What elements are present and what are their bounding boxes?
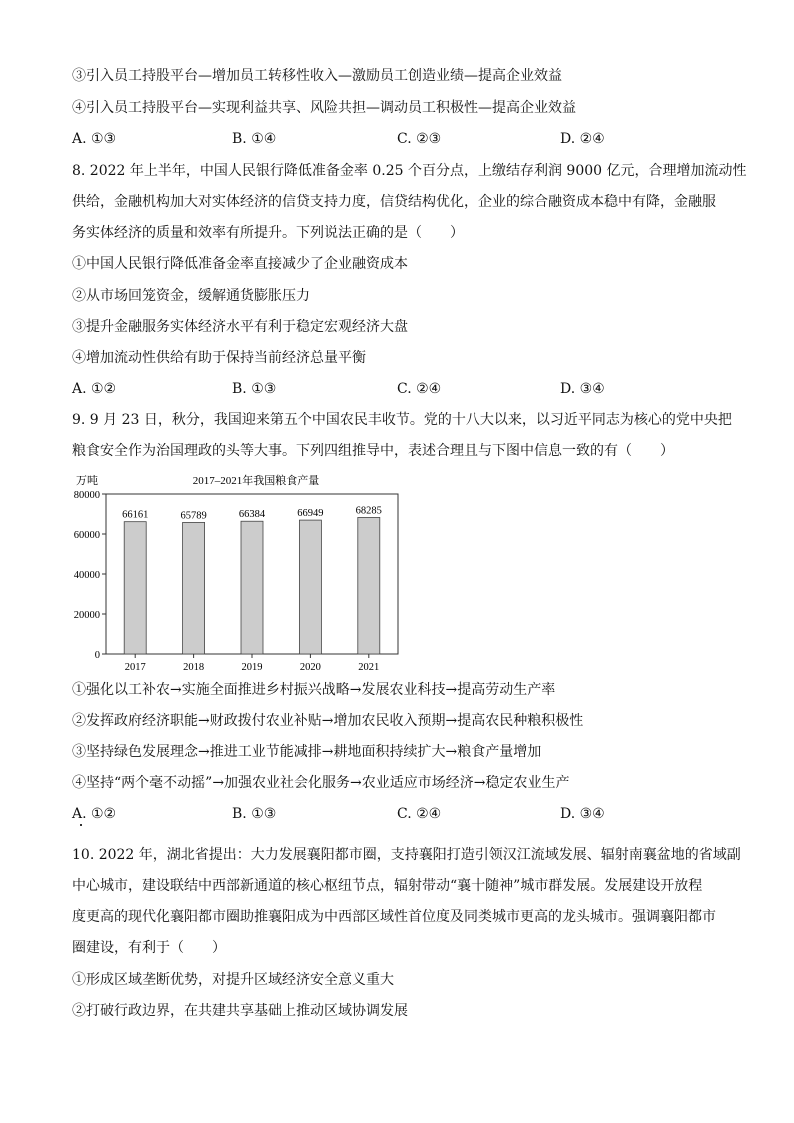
y-tick-label: 60000 <box>73 530 100 541</box>
y-tick-label: 20000 <box>73 610 100 621</box>
option-c: C. ②④ <box>397 381 442 397</box>
grain-output-chart <box>72 468 412 673</box>
q9-stem-line: 粮食安全作为治国理政的头等大事。下列四组推导中，表述合理且与下图中信息一致的有（ ） <box>72 443 674 459</box>
option-d: D. ②④ <box>560 131 605 147</box>
q9-stem-line: 9. 9 月 23 日，秋分，我国迎来第五个中国农民丰收节。党的十八大以来，以习近平同志为核心的党中央把 <box>72 412 732 428</box>
item-4: ④引入员工持股平台—实现利益共享、风险共担—调动员工积极性—提高企业效益 <box>72 100 576 116</box>
option-b: B. ①③ <box>232 381 277 397</box>
option-a: A. ①② <box>72 806 117 822</box>
x-tick-label: 2021 <box>358 662 380 673</box>
q10-item-1: ①形成区域垄断优势，对提升区域经济安全意义重大 <box>72 972 394 988</box>
q9-item-3: ③坚持绿色发展理念→推进工业节能减排→耕地面积持续扩大→粮食产量增加 <box>72 744 542 760</box>
q9-item-2: ②发挥政府经济职能→财政拨付农业补贴→增加农民收入预期→提高农民种粮积极性 <box>72 713 584 729</box>
chart-title: 2017–2021年我国粮食产量 <box>192 475 320 487</box>
option-d: D. ③④ <box>560 381 605 397</box>
bar <box>124 522 146 654</box>
option-c: C. ②③ <box>397 131 442 147</box>
q8-item-3: ③提升金融服务实体经济水平有利于稳定宏观经济大盘 <box>72 319 408 335</box>
q9-item-1: ①强化以工补农→实施全面推进乡村振兴战略→发展农业科技→提高劳动生产率 <box>72 682 556 698</box>
y-tick-label: 80000 <box>73 490 100 501</box>
bar <box>241 521 263 654</box>
q9-item-4: ④坚持“两个毫不动摇”→加强农业社会化服务→农业适应市场经济→稳定农业生产 <box>72 775 570 791</box>
bar <box>299 520 321 654</box>
y-tick-label: 0 <box>94 650 100 661</box>
data-label: 66384 <box>238 509 266 521</box>
x-tick-label: 2018 <box>183 662 205 673</box>
q8-stem-line: 供给，金融机构加大对实体经济的信贷支持力度，信贷结构优化，企业的综合融资成本稳中有降，金融服 <box>72 194 716 210</box>
q10-stem-line: 度更高的现代化襄阳都市圈助推襄阳成为中西部区域性首位度及同类城市更高的龙头城市。强调襄阳都市 <box>72 909 716 925</box>
q8-item-4: ④增加流动性供给有助于保持当前经济总量平衡 <box>72 350 366 366</box>
option-b: B. ①③ <box>232 806 277 822</box>
data-label: 65789 <box>180 510 207 522</box>
option-b: B. ①④ <box>232 131 277 147</box>
x-tick-label: 2017 <box>124 662 146 673</box>
q7-options <box>72 129 732 149</box>
y-tick-label: 40000 <box>73 570 100 581</box>
data-label: 68285 <box>355 505 382 517</box>
option-d: D. ③④ <box>560 806 605 822</box>
q10-stem-line: 10. 2022 年，湖北省提出：大力发展襄阳都市圈，支持襄阳打造引领汉江流域发展、辐射南襄盆地的省域副 <box>72 847 741 863</box>
q8-options <box>72 379 732 399</box>
x-tick-label: 2019 <box>241 662 263 673</box>
stray-dot <box>80 824 82 826</box>
item-3: ③引入员工持股平台—增加员工转移性收入—激励员工创造业绩—提高企业效益 <box>72 68 562 84</box>
option-a: A. ①③ <box>72 131 117 147</box>
data-label: 66161 <box>122 509 149 521</box>
bar <box>183 522 205 654</box>
q8-stem-line: 8. 2022 年上半年，中国人民银行降低准备金率 0.25 个百分点，上缴结存利润 9000 亿元，合理增加流动性 <box>72 163 747 179</box>
q10-stem-line: 圈建设，有利于（ ） <box>72 940 226 956</box>
x-tick-label: 2020 <box>299 662 321 673</box>
option-a: A. ①② <box>72 381 117 397</box>
q8-item-1: ①中国人民银行降低准备金率直接减少了企业融资成本 <box>72 256 408 272</box>
q10-item-2: ②打破行政边界，在共建共享基础上推动区域协调发展 <box>72 1003 408 1019</box>
q8-stem-line: 务实体经济的质量和效率有所提升。下列说法正确的是（ ） <box>72 225 464 241</box>
data-label: 66949 <box>297 508 324 520</box>
q9-options <box>72 804 732 824</box>
q8-item-2: ②从市场回笼资金，缓解通货膨胀压力 <box>72 288 310 304</box>
chart-ylabel: 万吨 <box>76 475 98 487</box>
option-c: C. ②④ <box>397 806 442 822</box>
bar <box>358 517 380 654</box>
q10-stem-line: 中心城市，建设联结中西部新通道的核心枢纽节点，辐射带动“襄十随神”城市群发展。发展建设开放程 <box>72 878 703 894</box>
